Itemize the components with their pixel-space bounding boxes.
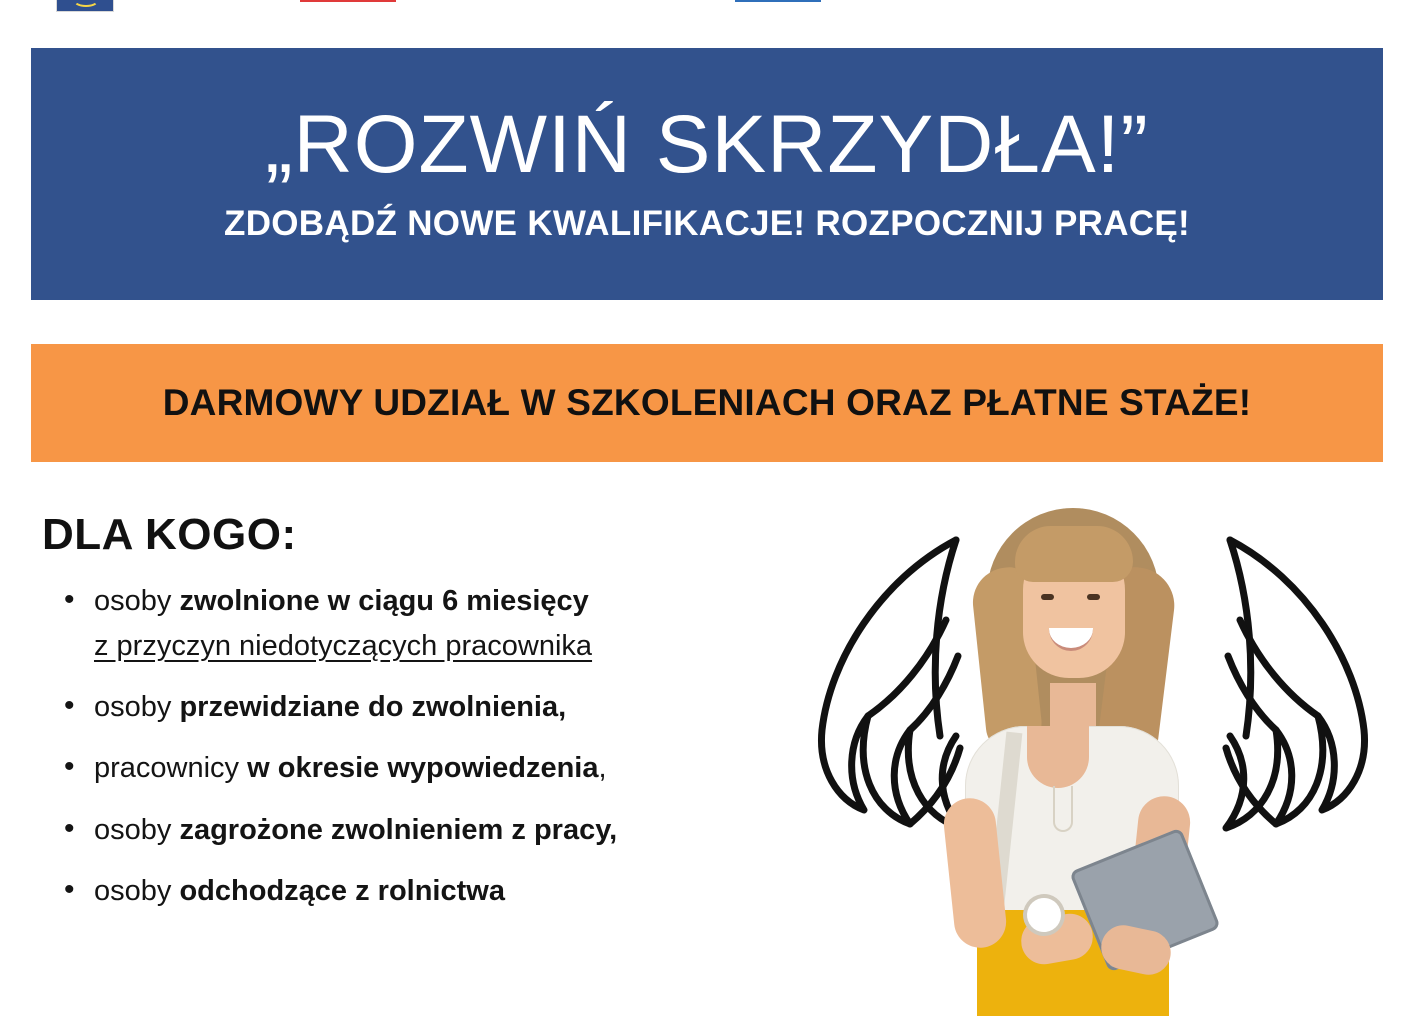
poland-flag-logo	[300, 0, 396, 2]
criteria-bold: przewidziane do zwolnienia,	[179, 691, 567, 724]
hair-fringe	[1015, 526, 1133, 582]
headline-banner	[31, 48, 1383, 300]
illustration-woman-with-wings	[760, 480, 1380, 996]
criteria-bold: odchodzące z rolnictwa	[179, 874, 505, 907]
criteria-bold: zagrożone zwolnieniem z pracy,	[179, 813, 618, 846]
offer-banner	[31, 344, 1383, 462]
page-title: „ROZWIŃ SKRZYDŁA!”	[265, 99, 1149, 190]
secondary-blue-logo	[735, 0, 821, 2]
eye-right	[1087, 594, 1100, 600]
list-item	[42, 688, 762, 727]
section-title: DLA KOGO:	[42, 510, 297, 559]
criteria-bold: w okresie wypowiedzenia	[247, 752, 599, 785]
list-item	[42, 749, 762, 788]
criteria-prefix: osoby	[94, 691, 180, 724]
blouse-neckline	[1027, 726, 1089, 788]
list-item	[42, 811, 762, 850]
criteria-prefix: osoby	[94, 874, 180, 907]
criteria-second-line: z przyczyn niedotyczących pracownika	[94, 630, 593, 663]
offer-banner-text: DARMOWY UDZIAŁ W SZKOLENIACH ORAZ PŁATNE STAŻE!	[162, 382, 1252, 423]
criteria-list	[42, 582, 762, 911]
european-union-flag-logo	[56, 0, 114, 12]
logo-strip	[0, 0, 1414, 34]
criteria-prefix: pracownicy	[94, 752, 248, 785]
eye-left	[1041, 594, 1054, 600]
criteria-bold: zwolnione w ciągu 6 miesięcy	[179, 585, 589, 617]
criteria-prefix: osoby	[94, 813, 180, 846]
necklace	[1053, 786, 1073, 832]
woman-photo	[935, 498, 1205, 996]
criteria-prefix: osoby	[94, 585, 180, 617]
criteria-section	[42, 510, 762, 933]
list-item	[42, 582, 762, 666]
criteria-suffix: ,	[598, 752, 607, 785]
list-item	[42, 872, 762, 911]
page-subtitle: ZDOBĄDŹ NOWE KWALIFIKACJE! ROZPOCZNIJ PRACĘ!	[224, 204, 1190, 243]
